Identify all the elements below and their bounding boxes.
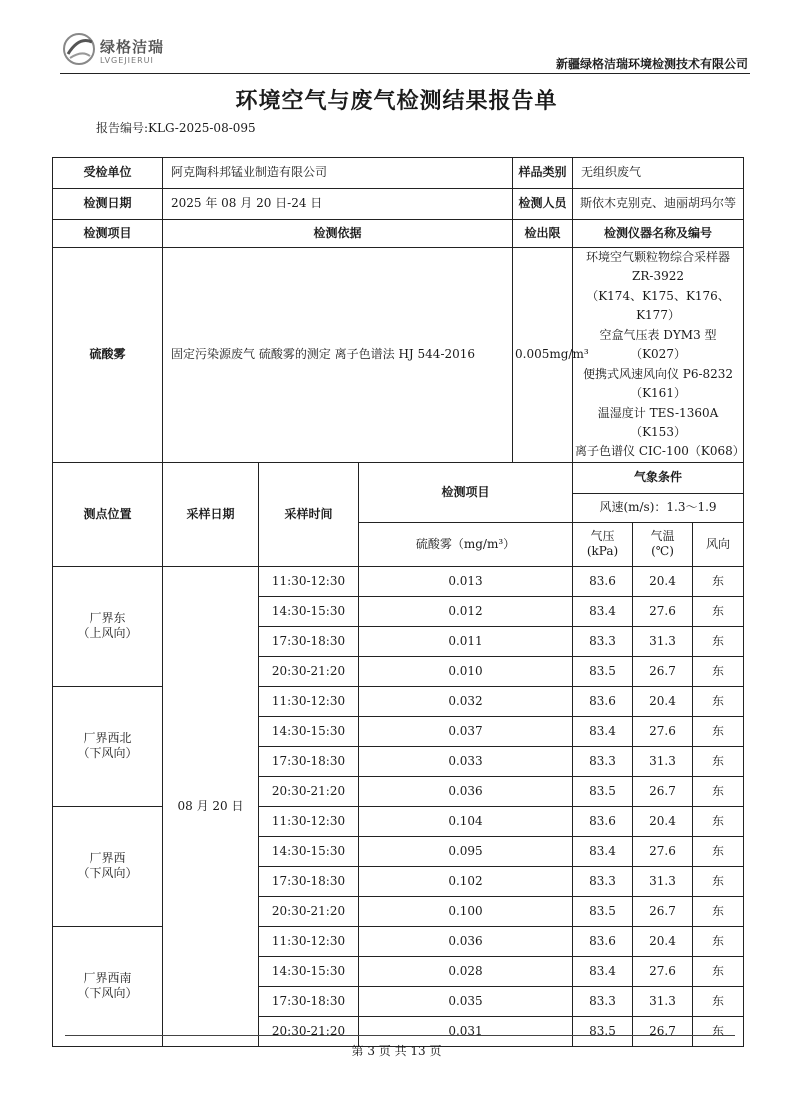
temp-cell: 31.3: [633, 626, 693, 656]
wind-dir-cell: 东: [693, 776, 744, 806]
wind-dir-cell: 东: [693, 1016, 744, 1046]
instrument-line: 温湿度计 TES-1360A（K153）: [597, 405, 719, 439]
pressure-cell: 83.3: [573, 866, 633, 896]
acid-cell: 0.095: [359, 836, 573, 866]
temp-cell: 20.4: [633, 926, 693, 956]
report-table: [52, 157, 744, 1047]
instrument-label: 检测仪器名称及编号: [573, 220, 744, 248]
point-cell: [53, 926, 163, 1046]
time-cell: 20:30-21:20: [259, 656, 359, 686]
limit-value: 0.005mg/m³: [513, 248, 573, 463]
acid-cell: 0.035: [359, 986, 573, 1016]
basis-label: 检测依据: [163, 220, 513, 248]
time-cell: 14:30-15:30: [259, 716, 359, 746]
table-row: [53, 806, 744, 836]
pressure-cell: 83.6: [573, 566, 633, 596]
acid-cell: 0.033: [359, 746, 573, 776]
table-row: [53, 566, 744, 596]
point-cell: [53, 686, 163, 806]
pressure-cell: 83.4: [573, 956, 633, 986]
col-date: 采样日期: [163, 462, 259, 566]
wind-dir-cell: 东: [693, 986, 744, 1016]
col-item: 检测项目: [359, 462, 573, 522]
time-cell: 17:30-18:30: [259, 746, 359, 776]
temp-cell: 27.6: [633, 716, 693, 746]
limit-label: 检出限: [513, 220, 573, 248]
unit-value: 阿克陶科邦锰业制造有限公司: [163, 158, 513, 189]
item-value: 硫酸雾: [53, 248, 163, 463]
wind-dir-cell: 东: [693, 896, 744, 926]
acid-cell: 0.011: [359, 626, 573, 656]
person-label: 检测人员: [513, 189, 573, 220]
wind-dir-cell: 东: [693, 686, 744, 716]
wind-dir-cell: 东: [693, 566, 744, 596]
person-value: 斯依木克别克、迪丽胡玛尔等: [573, 189, 744, 220]
pressure-cell: 83.5: [573, 896, 633, 926]
time-cell: 11:30-12:30: [259, 566, 359, 596]
temp-cell: 27.6: [633, 956, 693, 986]
col-temp: 气温 (℃): [633, 522, 693, 566]
wind-dir-cell: 东: [693, 596, 744, 626]
acid-cell: 0.100: [359, 896, 573, 926]
time-cell: 14:30-15:30: [259, 836, 359, 866]
time-cell: 20:30-21:20: [259, 776, 359, 806]
sample-type-label: 样品类别: [513, 158, 573, 189]
instrument-line: （K174、K175、K176、K177）: [586, 288, 730, 323]
company-logo: [60, 30, 180, 75]
pressure-cell: 83.6: [573, 926, 633, 956]
temp-cell: 20.4: [633, 566, 693, 596]
wind-dir-cell: 东: [693, 956, 744, 986]
pressure-cell: 83.6: [573, 806, 633, 836]
time-cell: 17:30-18:30: [259, 626, 359, 656]
instrument-list: [573, 248, 744, 463]
pressure-cell: 83.5: [573, 776, 633, 806]
instrument-line: 便携式风速风向仪 P6-8232（K161）: [582, 366, 734, 401]
logo-emblem-icon: [60, 30, 98, 68]
point-cell: [53, 806, 163, 926]
acid-cell: 0.010: [359, 656, 573, 686]
pressure-cell: 83.3: [573, 626, 633, 656]
time-cell: 11:30-12:30: [259, 806, 359, 836]
wind-dir-cell: 东: [693, 806, 744, 836]
point-wind: （下风向）: [77, 866, 138, 881]
date-label: 检测日期: [53, 189, 163, 220]
unit-label: 受检单位: [53, 158, 163, 189]
pressure-cell: 83.4: [573, 836, 633, 866]
temp-cell: 31.3: [633, 746, 693, 776]
time-cell: 20:30-21:20: [259, 1016, 359, 1046]
instrument-line: 离子色谱仪 CIC-100（K068）: [575, 444, 745, 459]
col-point: 测点位置: [53, 462, 163, 566]
col-acid: 硫酸雾（mg/m³）: [359, 522, 573, 566]
point-wind: （上风向）: [77, 626, 138, 641]
temp-cell: 27.6: [633, 596, 693, 626]
report-number: 报告编号:KLG-2025-08-095: [96, 121, 256, 135]
acid-cell: 0.036: [359, 776, 573, 806]
temp-cell: 26.7: [633, 1016, 693, 1046]
acid-cell: 0.031: [359, 1016, 573, 1046]
acid-cell: 0.104: [359, 806, 573, 836]
wind-dir-cell: 东: [693, 746, 744, 776]
instrument-line: 空盒气压表 DYM3 型（K027）: [599, 327, 717, 362]
instrument-line: 环境空气颗粒物综合采样器 ZR-3922: [586, 250, 731, 284]
point-cell: [53, 566, 163, 686]
point-name: 厂界东: [89, 610, 126, 625]
temp-cell: 26.7: [633, 776, 693, 806]
sample-date: 08 月 20 日: [163, 566, 259, 1046]
time-cell: 14:30-15:30: [259, 956, 359, 986]
wind-dir-cell: 东: [693, 866, 744, 896]
col-wind-dir: 风向: [693, 522, 744, 566]
table-row: [53, 926, 744, 956]
table-row: [53, 686, 744, 716]
acid-cell: 0.036: [359, 926, 573, 956]
pressure-cell: 83.3: [573, 746, 633, 776]
pressure-cell: 83.3: [573, 986, 633, 1016]
wind-speed: 风速(m/s)：1.3～1.9: [573, 493, 744, 522]
pressure-cell: 83.6: [573, 686, 633, 716]
wind-dir-cell: 东: [693, 926, 744, 956]
footer-divider: [65, 1035, 735, 1036]
page-title: 环境空气与废气检测结果报告单: [235, 89, 558, 114]
logo-subtext: LVGEJIERUI: [100, 56, 154, 65]
point-name: 厂界西北: [83, 730, 132, 745]
pressure-cell: 83.4: [573, 716, 633, 746]
acid-cell: 0.037: [359, 716, 573, 746]
basis-value: 固定污染源废气 硫酸雾的测定 离子色谱法 HJ 544-2016: [163, 248, 513, 463]
acid-cell: 0.013: [359, 566, 573, 596]
time-cell: 17:30-18:30: [259, 866, 359, 896]
point-name: 厂界西南: [83, 970, 132, 985]
logo-text: 绿格洁瑞: [100, 38, 165, 56]
point-wind: （下风向）: [77, 986, 138, 1001]
temp-cell: 20.4: [633, 806, 693, 836]
pressure-cell: 83.5: [573, 656, 633, 686]
temp-cell: 26.7: [633, 656, 693, 686]
temp-cell: 31.3: [633, 866, 693, 896]
acid-cell: 0.032: [359, 686, 573, 716]
header-divider: [60, 73, 750, 74]
wind-dir-cell: 东: [693, 656, 744, 686]
temp-cell: 31.3: [633, 986, 693, 1016]
acid-cell: 0.028: [359, 956, 573, 986]
company-name: 新疆绿格洁瑞环境检测技术有限公司: [555, 57, 748, 71]
point-wind: （下风向）: [77, 746, 138, 761]
time-cell: 11:30-12:30: [259, 926, 359, 956]
point-name: 厂界西: [89, 850, 126, 865]
pressure-cell: 83.4: [573, 596, 633, 626]
item-label: 检测项目: [53, 220, 163, 248]
wind-dir-cell: 东: [693, 836, 744, 866]
temp-cell: 20.4: [633, 686, 693, 716]
time-cell: 14:30-15:30: [259, 596, 359, 626]
temp-cell: 27.6: [633, 836, 693, 866]
date-value: 2025 年 08 月 20 日-24 日: [163, 189, 513, 220]
time-cell: 20:30-21:20: [259, 896, 359, 926]
col-time: 采样时间: [259, 462, 359, 566]
time-cell: 11:30-12:30: [259, 686, 359, 716]
col-weather: 气象条件: [573, 462, 744, 493]
wind-dir-cell: 东: [693, 716, 744, 746]
acid-cell: 0.102: [359, 866, 573, 896]
page-number: 第 3 页 共 13 页: [351, 1044, 442, 1058]
time-cell: 17:30-18:30: [259, 986, 359, 1016]
col-pressure: 气压 (kPa): [573, 522, 633, 566]
temp-cell: 26.7: [633, 896, 693, 926]
wind-dir-cell: 东: [693, 626, 744, 656]
sample-type-value: 无组织废气: [573, 158, 744, 189]
pressure-cell: 83.5: [573, 1016, 633, 1046]
acid-cell: 0.012: [359, 596, 573, 626]
